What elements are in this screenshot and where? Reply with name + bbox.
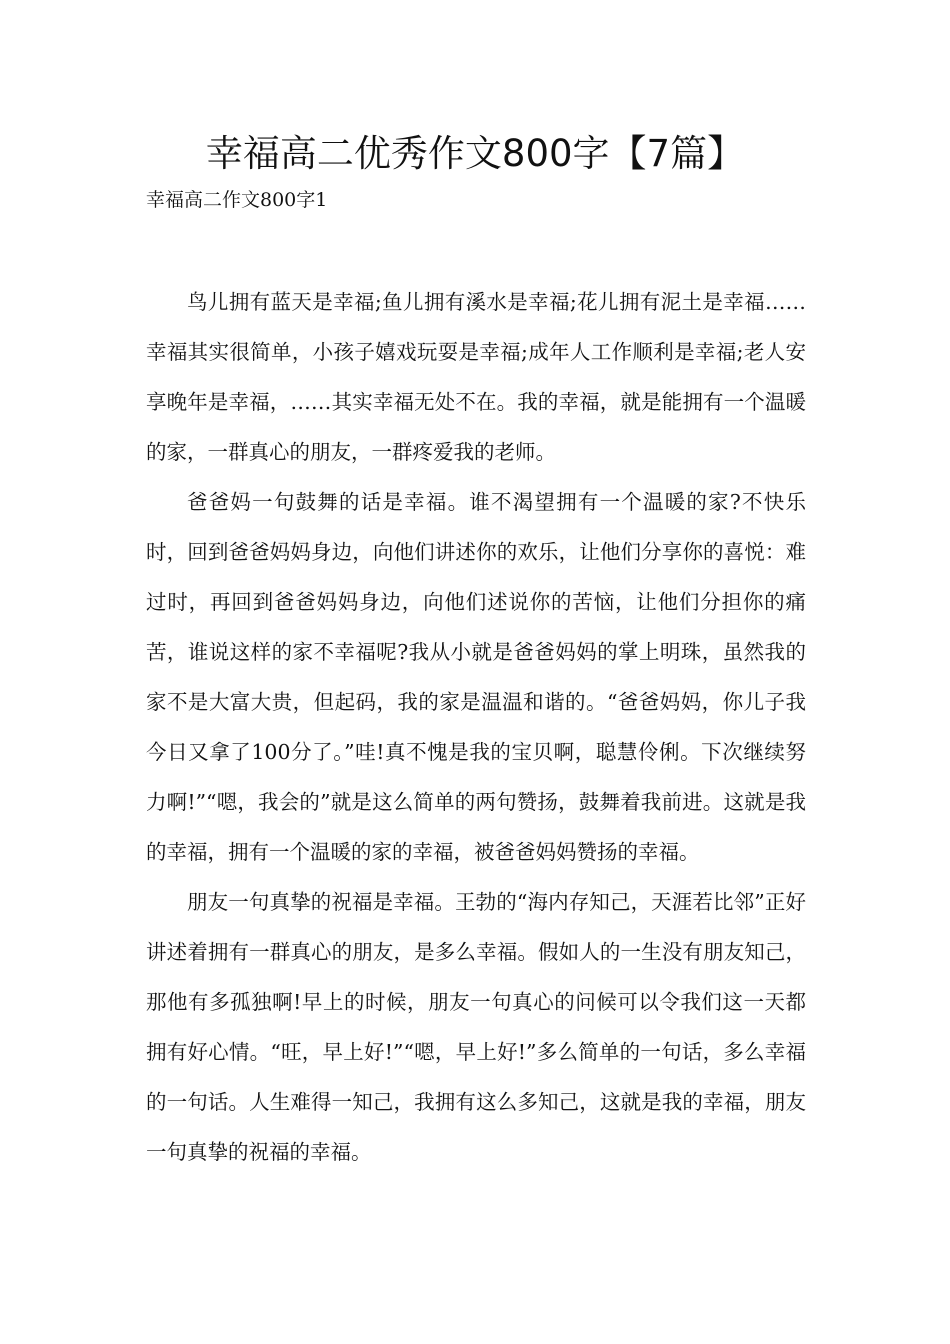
paragraph: 鸟儿拥有蓝天是幸福;鱼儿拥有溪水是幸福;花儿拥有泥土是幸福……幸福其实很简单，小孩子嬉戏玩耍是幸福;成年人工作顺利是幸福;老人安享晚年是幸福，……其实幸福无处不在。我的幸福，就是能拥有一个温暖的家，一群真心的朋友，一群疼爱我的老师。: [146, 290, 806, 464]
document-body: [146, 277, 806, 1177]
paragraph: 朋友一句真挚的祝福是幸福。王勃的“海内存知己，天涯若比邻”正好讲述着拥有一群真心的朋友，是多么幸福。假如人的一生没有朋友知己，那他有多孤独啊!早上的时候，朋友一句真心的问候可以令我们这一天都拥有好心情。“旺，早上好!”“嗯，早上好!”多么简单的一句话，多么幸福的一句话。人生难得一知己，我拥有这么多知己，这就是我的幸福，朋友一句真挚的祝福的幸福。: [146, 890, 806, 1164]
paragraph: 爸爸妈一句鼓舞的话是幸福。谁不渴望拥有一个温暖的家?不快乐时，回到爸爸妈妈身边，向他们讲述你的欢乐，让他们分享你的喜悦：难过时，再回到爸爸妈妈身边，向他们述说你的苦恼，让他们分担你的痛苦，谁说这样的家不幸福呢?我从小就是爸爸妈妈的掌上明珠，虽然我的家不是大富大贵，但起码，我的家是温温和谐的。“爸爸妈妈，你儿子我今日又拿了100分了。”哇!真不愧是我的宝贝啊，聪慧伶俐。下次继续努力啊!”“嗯，我会的”就是这么简单的两句赞扬，鼓舞着我前进。这就是我的幸福，拥有一个温暖的家的幸福，被爸爸妈妈赞扬的幸福。: [146, 490, 806, 864]
document-subtitle: 幸福高二作文800字1: [146, 189, 328, 211]
document-title: 幸福高二优秀作文800字【7篇】: [205, 132, 745, 175]
